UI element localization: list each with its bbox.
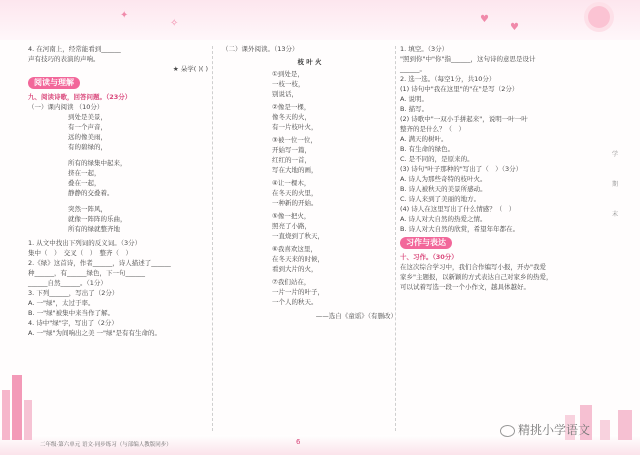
poem-line: ①到处是， [272, 70, 304, 78]
poem-line: 挤在一起， [68, 169, 101, 177]
section-title: 阅读与理解 [28, 77, 80, 89]
page-footer: 二年级·第六单元 语文·同步练习（与部编人教版同步） [40, 442, 172, 448]
poem-line: 一个人的秋天。 [272, 298, 318, 306]
question-line: B. 一"绿"被集中来当作了解。 [28, 309, 115, 317]
side-label-char: 期 [612, 181, 619, 188]
middle-column [222, 44, 397, 321]
wechat-icon [500, 425, 515, 437]
side-label-char: 学 [612, 151, 619, 158]
heart-icon: ♥ [510, 22, 519, 33]
poem-line: 像冬天的火， [272, 113, 311, 121]
poem-line: 一枝一枝， [272, 80, 305, 88]
poem-line: ④让一棵木， [272, 179, 311, 187]
question-line: (4) 诗人在这里写出了什么情感？（ ） [400, 205, 516, 213]
watermark-text: 精挑小学语文 [518, 423, 591, 437]
kite-icon: ✧ [170, 18, 179, 29]
top-decorative-band [0, 0, 640, 40]
poem-line: 有的碧绿的， [68, 143, 107, 151]
column-divider [212, 46, 213, 431]
poem-line: 写在大地的画， [272, 166, 318, 174]
question-line: (2) 诗歌中"一双小手拼起来"，说明一叶一叶 [400, 115, 528, 123]
question-line: (1) 诗句中"我在这里"的"在"是写（2分） [400, 85, 519, 93]
question-line: 2.《绿》这首诗，作者______，诗人描述了______ [28, 259, 171, 267]
question-heading: 九、阅读诗歌，回答问题。（23分） [28, 93, 132, 101]
poem-line: 看到大片的火， [272, 265, 318, 273]
question-line: A. 一"绿"，太过于率。 [28, 299, 95, 307]
question-line: (3) 诗句"叶子那种的"写出了（ ）（3分） [400, 165, 523, 173]
poem-line: 有一个声音， [68, 123, 107, 131]
poem-line: ⑦我们站在， [272, 278, 311, 286]
poem-line: 红红的一首， [272, 156, 311, 164]
poem-line: ②像是一棵， [272, 103, 311, 111]
question-line: 集中（ ） 交叉（ ） 整齐（ ） [28, 249, 132, 257]
poem-title: 枝 叶 火 [297, 58, 322, 66]
poem-line: 别说话， [272, 90, 298, 98]
question-line: 声有技巧的表演的声响。 [28, 55, 100, 63]
poem-line: 照亮了小路， [272, 222, 311, 230]
watermark [500, 421, 590, 438]
poem-line: ⑥我喜欢这里， [272, 245, 317, 253]
question-line: 4. 在河南上，经常能看到______ [28, 45, 121, 53]
poem-line: 远的像美雨， [68, 133, 107, 141]
subsection-title: （二）课外阅读。（13分） [222, 45, 299, 53]
poem-block [28, 112, 208, 234]
essay-line: 可以试着写选一段一个小作文，越具体越好。 [400, 283, 530, 291]
poem-line: 一种新的开始。 [272, 199, 318, 207]
poem-line: 静静的交叠着。 [68, 189, 114, 197]
poem-block [222, 69, 397, 307]
answer-option: B. 有生命的绿色。 [400, 145, 455, 153]
question-line: 2. 选一选。（每空1分，共10分） [400, 75, 496, 83]
poem-line: 叠在一起， [68, 179, 101, 187]
poem-line: 开始写一篇， [272, 146, 311, 154]
poem-line: ③被一位一位， [272, 136, 317, 144]
left-column [28, 44, 208, 338]
kite-icon: ✦ [120, 10, 129, 21]
poem-line: 在冬天来的时候， [272, 255, 324, 263]
poem-line: 到处是美景， [68, 113, 107, 121]
poem-source: ——选自《童谣》（有删改） [315, 312, 397, 320]
answer-option: A. 说明。 [400, 95, 428, 103]
question-line: 种______，有______绿色，下一句______ [28, 269, 145, 277]
sun-icon [588, 6, 610, 28]
heart-icon: ♥ [480, 14, 489, 25]
poem-line: 突然一阵风， [68, 205, 107, 213]
right-column [400, 44, 600, 292]
answer-option: A. 诗人对大自然的热爱之情。 [400, 215, 487, 223]
question-line: "照到你"中"你"指______，这句诗的意思是设计 [400, 55, 536, 63]
section-title: 习作与表达 [400, 237, 452, 249]
subsection-title: （一）课内阅读 （10分） [28, 103, 104, 111]
poem-line: ⑤像一把火， [272, 212, 311, 220]
answer-option: B. 描写。 [400, 105, 429, 113]
question-line: 1. 填空。（3分） [400, 45, 449, 53]
question-heading: 十、习作。（30分） [400, 253, 458, 261]
poem-line: 有一片枝叶火， [272, 123, 318, 131]
question-line: ______。 [400, 65, 426, 73]
poem-line: 在冬天的火里， [272, 189, 318, 197]
side-label-char: 末 [612, 211, 619, 218]
poem-line: 一直烧到了秋天， [272, 232, 324, 240]
answer-option: A. 诗人为那些奇特的枝叶火。 [400, 175, 487, 183]
answer-option: C. 诗人来到了美丽的地方。 [400, 195, 481, 203]
page-number: 6 [296, 438, 301, 446]
answer-option: A. 满天的树叶。 [400, 135, 448, 143]
answer-option: C. 是不同的，是原来的。 [400, 155, 474, 163]
question-line: 3. 下列______，写出了（2分） [28, 289, 119, 297]
poem-line: 所有的绿集中起来， [68, 159, 127, 167]
poem-line: 一片一片的叶子， [272, 288, 324, 296]
question-line: 整齐的是什么？（ ） [400, 125, 465, 133]
question-line: ______自然______。（1分） [28, 279, 107, 287]
city-silhouette-icon [0, 370, 34, 440]
essay-line: 家乡"主题报，以新颖的方式表达自己对家乡的热爱， [400, 273, 553, 281]
question-line: 4. 诗中"绿"字，写出了（2分） [28, 319, 118, 327]
answer-option: B. 诗人被秋天的美景所感动。 [400, 185, 487, 193]
poem-line: 就像一阵阵的乐曲， [68, 215, 127, 223]
poem-line: 所有的绿就整齐地 [68, 225, 120, 233]
question-line: ★ 朵学( )( ) [172, 65, 208, 73]
answer-option: B. 诗人对大自然的欣赏，希望年年都在。 [400, 225, 520, 233]
question-line: A. 一"绿"为间响出之美 一"绿"是有有生命的。 [28, 329, 161, 337]
essay-line: 在这次综合学习中，我们合作编写小报，开办"我爱 [400, 263, 546, 271]
question-line: 1. 从文中找出下列词的反义词。（3分） [28, 239, 142, 247]
side-label [612, 140, 622, 230]
